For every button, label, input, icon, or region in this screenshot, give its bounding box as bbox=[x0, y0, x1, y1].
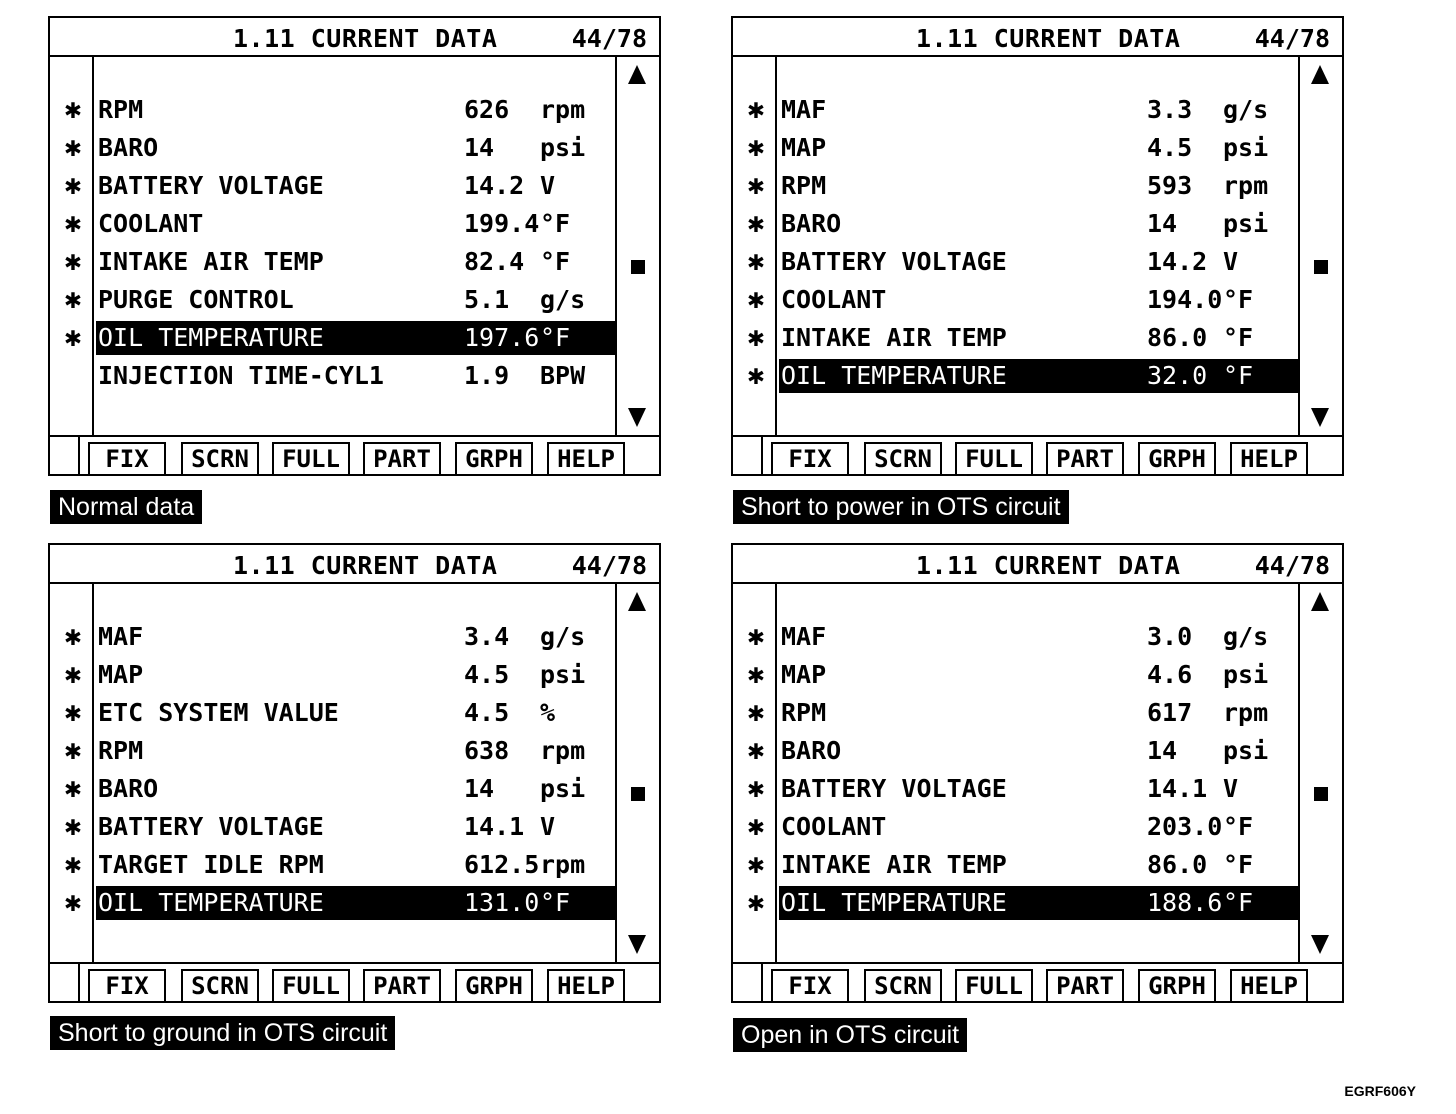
parameter-value: 86.0 bbox=[1147, 850, 1208, 879]
scroll-up-arrow-icon[interactable] bbox=[625, 590, 649, 614]
softkey-bar bbox=[733, 435, 1342, 476]
scroll-thumb[interactable] bbox=[1314, 787, 1328, 801]
data-row[interactable] bbox=[50, 245, 615, 279]
softkey-bar bbox=[50, 962, 659, 1003]
softkey-divider bbox=[761, 964, 763, 1003]
parameter-name: INTAKE AIR TEMP bbox=[781, 850, 1007, 879]
parameter-name: INTAKE AIR TEMP bbox=[98, 247, 324, 276]
data-row[interactable] bbox=[733, 283, 1298, 317]
asterisk-icon: ✱ bbox=[64, 244, 82, 277]
parameter-unit: rpm bbox=[1223, 171, 1269, 200]
data-row[interactable] bbox=[733, 207, 1298, 241]
scroll-thumb[interactable] bbox=[631, 260, 645, 274]
data-row[interactable] bbox=[733, 772, 1298, 806]
parameter-value: 14.2 bbox=[464, 171, 525, 200]
scrollbar-divider bbox=[615, 584, 617, 962]
data-row[interactable] bbox=[50, 131, 615, 165]
data-row[interactable] bbox=[50, 93, 615, 127]
parameter-value: 4.5 bbox=[1147, 133, 1193, 162]
scrollbar-divider bbox=[1298, 57, 1300, 435]
softkey-bar bbox=[733, 962, 1342, 1003]
asterisk-icon: ✱ bbox=[747, 282, 765, 315]
parameter-unit: psi bbox=[540, 660, 586, 689]
parameter-name: MAP bbox=[98, 660, 144, 689]
parameter-unit: psi bbox=[1223, 209, 1269, 238]
data-row[interactable] bbox=[50, 696, 615, 730]
parameter-value: 14.2 bbox=[1147, 247, 1208, 276]
parameter-unit: rpm bbox=[540, 95, 586, 124]
part-button[interactable]: PART bbox=[1046, 442, 1124, 476]
parameter-unit: g/s bbox=[540, 622, 586, 651]
data-row[interactable] bbox=[50, 283, 615, 317]
parameter-value: 3.4 bbox=[464, 622, 510, 651]
help-button[interactable]: HELP bbox=[1230, 442, 1308, 476]
fix-button[interactable]: FIX bbox=[771, 969, 849, 1003]
figure-id: EGRF606Y bbox=[1344, 1083, 1416, 1099]
asterisk-icon: ✱ bbox=[64, 695, 82, 728]
parameter-value: 14 bbox=[1147, 736, 1178, 765]
data-list bbox=[50, 584, 659, 962]
data-row[interactable] bbox=[50, 810, 615, 844]
parameter-name: RPM bbox=[781, 698, 827, 727]
parameter-unit: BPW bbox=[540, 361, 586, 390]
part-button[interactable]: PART bbox=[1046, 969, 1124, 1003]
parameter-value: 4.5 bbox=[464, 660, 510, 689]
asterisk-icon: ✱ bbox=[64, 657, 82, 690]
title-bar bbox=[50, 545, 659, 584]
data-row[interactable] bbox=[733, 321, 1298, 355]
scan-tool-screen bbox=[731, 543, 1344, 1003]
asterisk-icon: ✱ bbox=[747, 358, 765, 391]
asterisk-icon: ✱ bbox=[747, 168, 765, 201]
parameter-name: PURGE CONTROL bbox=[98, 285, 294, 314]
asterisk-icon: ✱ bbox=[64, 809, 82, 842]
parameter-name: COOLANT bbox=[781, 285, 887, 314]
scroll-up-arrow-icon[interactable] bbox=[1308, 63, 1332, 87]
full-button[interactable]: FULL bbox=[272, 442, 350, 476]
parameter-unit: rpm bbox=[1223, 698, 1269, 727]
data-list bbox=[50, 57, 659, 435]
parameter-name: RPM bbox=[98, 736, 144, 765]
caption-open-circuit: Open in OTS circuit bbox=[733, 1018, 967, 1052]
parameter-unit: °F bbox=[1223, 323, 1254, 352]
page-indicator: 44/78 bbox=[1254, 24, 1330, 53]
data-row[interactable] bbox=[733, 696, 1298, 730]
scrn-button[interactable]: SCRN bbox=[864, 442, 942, 476]
data-list bbox=[733, 584, 1342, 962]
asterisk-icon: ✱ bbox=[747, 771, 765, 804]
fix-button[interactable]: FIX bbox=[88, 442, 166, 476]
data-row[interactable] bbox=[733, 131, 1298, 165]
parameter-value: 32.0 bbox=[1147, 361, 1208, 390]
grph-button[interactable]: GRPH bbox=[455, 969, 533, 1003]
screen-title: 1.11 CURRENT DATA bbox=[916, 24, 1181, 53]
fix-button[interactable]: FIX bbox=[88, 969, 166, 1003]
parameter-unit: V bbox=[540, 812, 556, 841]
parameter-value: 86.0 bbox=[1147, 323, 1208, 352]
data-list bbox=[733, 57, 1342, 435]
scrn-button[interactable]: SCRN bbox=[181, 969, 259, 1003]
parameter-unit: °F bbox=[1223, 812, 1254, 841]
fix-button[interactable]: FIX bbox=[771, 442, 849, 476]
parameter-name: INTAKE AIR TEMP bbox=[781, 323, 1007, 352]
parameter-unit: psi bbox=[540, 133, 586, 162]
parameter-name: BARO bbox=[781, 209, 842, 238]
data-row[interactable] bbox=[733, 734, 1298, 768]
parameter-value: 14 bbox=[464, 774, 495, 803]
scan-tool-screen bbox=[731, 16, 1344, 476]
parameter-unit: °F bbox=[1223, 850, 1254, 879]
parameter-value: 203.0 bbox=[1147, 812, 1223, 841]
asterisk-icon: ✱ bbox=[64, 885, 82, 918]
parameter-unit: °F bbox=[1223, 285, 1254, 314]
parameter-name: INJECTION TIME-CYL1 bbox=[98, 361, 384, 390]
scan-tool-screen bbox=[48, 16, 661, 476]
parameter-value: 617 bbox=[1147, 698, 1193, 727]
screen-title: 1.11 CURRENT DATA bbox=[233, 24, 498, 53]
scrollbar-divider bbox=[1298, 584, 1300, 962]
parameter-name: MAF bbox=[781, 622, 827, 651]
asterisk-icon: ✱ bbox=[747, 206, 765, 239]
asterisk-icon: ✱ bbox=[747, 130, 765, 163]
parameter-value: 197.6 bbox=[464, 323, 540, 352]
data-row[interactable] bbox=[733, 93, 1298, 127]
data-row[interactable] bbox=[50, 658, 615, 692]
parameter-value: 4.6 bbox=[1147, 660, 1193, 689]
parameter-value: 638 bbox=[464, 736, 510, 765]
parameter-value: 194.0 bbox=[1147, 285, 1223, 314]
parameter-value: 5.1 bbox=[464, 285, 510, 314]
asterisk-icon: ✱ bbox=[64, 282, 82, 315]
parameter-value: 14 bbox=[1147, 209, 1178, 238]
scan-screen-short-to-power bbox=[731, 16, 1344, 474]
asterisk-icon: ✱ bbox=[747, 244, 765, 277]
page-indicator: 44/78 bbox=[571, 551, 647, 580]
scrn-button[interactable]: SCRN bbox=[181, 442, 259, 476]
asterisk-icon: ✱ bbox=[747, 695, 765, 728]
scroll-down-arrow-icon[interactable] bbox=[625, 405, 649, 429]
parameter-name: TARGET IDLE RPM bbox=[98, 850, 324, 879]
parameter-unit: °F bbox=[540, 247, 571, 276]
parameter-value: 188.6 bbox=[1147, 888, 1223, 917]
data-row[interactable] bbox=[733, 810, 1298, 844]
asterisk-icon: ✱ bbox=[747, 809, 765, 842]
softkey-divider bbox=[78, 964, 80, 1003]
caption-normal-data: Normal data bbox=[50, 490, 202, 524]
data-row[interactable] bbox=[50, 359, 615, 393]
parameter-value: 14 bbox=[464, 133, 495, 162]
grph-button[interactable]: GRPH bbox=[455, 442, 533, 476]
parameter-unit: psi bbox=[1223, 736, 1269, 765]
asterisk-icon: ✱ bbox=[747, 733, 765, 766]
asterisk-icon: ✱ bbox=[64, 619, 82, 652]
parameter-unit: °F bbox=[1223, 361, 1254, 390]
parameter-name: BARO bbox=[98, 774, 159, 803]
scan-screen-short-to-ground bbox=[48, 543, 661, 1001]
data-row[interactable] bbox=[733, 169, 1298, 203]
parameter-name: BATTERY VOLTAGE bbox=[98, 171, 324, 200]
full-button[interactable]: FULL bbox=[272, 969, 350, 1003]
scrn-button[interactable]: SCRN bbox=[864, 969, 942, 1003]
asterisk-icon: ✱ bbox=[747, 619, 765, 652]
asterisk-icon: ✱ bbox=[747, 885, 765, 918]
grph-button[interactable]: GRPH bbox=[1138, 969, 1216, 1003]
scroll-up-arrow-icon[interactable] bbox=[1308, 590, 1332, 614]
title-bar bbox=[50, 18, 659, 57]
scroll-thumb[interactable] bbox=[631, 787, 645, 801]
scroll-down-arrow-icon[interactable] bbox=[625, 932, 649, 956]
parameter-name: ETC SYSTEM VALUE bbox=[98, 698, 339, 727]
asterisk-icon: ✱ bbox=[747, 320, 765, 353]
data-row[interactable] bbox=[50, 169, 615, 203]
asterisk-icon: ✱ bbox=[64, 130, 82, 163]
parameter-name: MAP bbox=[781, 133, 827, 162]
parameter-name: OIL TEMPERATURE bbox=[781, 888, 1007, 917]
parameter-name: COOLANT bbox=[98, 209, 204, 238]
parameter-name: OIL TEMPERATURE bbox=[98, 888, 324, 917]
part-button[interactable]: PART bbox=[363, 442, 441, 476]
parameter-value: 14.1 bbox=[464, 812, 525, 841]
part-button[interactable]: PART bbox=[363, 969, 441, 1003]
parameter-value: 3.3 bbox=[1147, 95, 1193, 124]
data-row[interactable] bbox=[50, 321, 615, 355]
parameter-value: 3.0 bbox=[1147, 622, 1193, 651]
caption-short-to-ground: Short to ground in OTS circuit bbox=[50, 1016, 395, 1050]
parameter-unit: °F bbox=[540, 323, 571, 352]
scan-screen-normal bbox=[48, 16, 661, 474]
parameter-name: RPM bbox=[781, 171, 827, 200]
asterisk-icon: ✱ bbox=[747, 92, 765, 125]
parameter-unit: °F bbox=[1223, 888, 1254, 917]
grph-button[interactable]: GRPH bbox=[1138, 442, 1216, 476]
parameter-unit: g/s bbox=[1223, 95, 1269, 124]
asterisk-icon: ✱ bbox=[64, 206, 82, 239]
asterisk-icon: ✱ bbox=[747, 847, 765, 880]
parameter-unit: g/s bbox=[1223, 622, 1269, 651]
asterisk-icon: ✱ bbox=[64, 847, 82, 880]
data-row[interactable] bbox=[50, 734, 615, 768]
parameter-name: MAP bbox=[781, 660, 827, 689]
screen-title: 1.11 CURRENT DATA bbox=[233, 551, 498, 580]
help-button[interactable]: HELP bbox=[1230, 969, 1308, 1003]
parameter-value: 199.4 bbox=[464, 209, 540, 238]
softkey-bar bbox=[50, 435, 659, 476]
parameter-value: 131.0 bbox=[464, 888, 540, 917]
parameter-unit: rpm bbox=[540, 850, 586, 879]
asterisk-icon: ✱ bbox=[64, 733, 82, 766]
scroll-up-arrow-icon[interactable] bbox=[625, 63, 649, 87]
data-row[interactable] bbox=[733, 886, 1298, 920]
scroll-down-arrow-icon[interactable] bbox=[1308, 932, 1332, 956]
parameter-unit: V bbox=[1223, 774, 1239, 803]
parameter-name: COOLANT bbox=[781, 812, 887, 841]
title-bar bbox=[733, 18, 1342, 57]
parameter-name: BATTERY VOLTAGE bbox=[781, 774, 1007, 803]
scan-tool-screen bbox=[48, 543, 661, 1003]
parameter-unit: °F bbox=[540, 888, 571, 917]
parameter-unit: g/s bbox=[540, 285, 586, 314]
parameter-name: BATTERY VOLTAGE bbox=[98, 812, 324, 841]
parameter-value: 14.1 bbox=[1147, 774, 1208, 803]
parameter-unit: rpm bbox=[540, 736, 586, 765]
data-row[interactable] bbox=[50, 886, 615, 920]
page-indicator: 44/78 bbox=[571, 24, 647, 53]
caption-short-to-power: Short to power in OTS circuit bbox=[733, 490, 1069, 524]
parameter-unit: °F bbox=[540, 209, 571, 238]
parameter-value: 593 bbox=[1147, 171, 1193, 200]
full-button[interactable]: FULL bbox=[955, 442, 1033, 476]
softkey-divider bbox=[761, 437, 763, 476]
data-row[interactable] bbox=[733, 848, 1298, 882]
parameter-name: BATTERY VOLTAGE bbox=[781, 247, 1007, 276]
parameter-name: RPM bbox=[98, 95, 144, 124]
full-button[interactable]: FULL bbox=[955, 969, 1033, 1003]
parameter-name: OIL TEMPERATURE bbox=[98, 323, 324, 352]
parameter-value: 612.5 bbox=[464, 850, 540, 879]
asterisk-icon: ✱ bbox=[747, 657, 765, 690]
asterisk-icon: ✱ bbox=[64, 168, 82, 201]
screen-title: 1.11 CURRENT DATA bbox=[916, 551, 1181, 580]
asterisk-icon: ✱ bbox=[64, 771, 82, 804]
parameter-value: 626 bbox=[464, 95, 510, 124]
parameter-name: OIL TEMPERATURE bbox=[781, 361, 1007, 390]
page-indicator: 44/78 bbox=[1254, 551, 1330, 580]
softkey-divider bbox=[78, 437, 80, 476]
parameter-name: MAF bbox=[98, 622, 144, 651]
parameter-unit: V bbox=[1223, 247, 1239, 276]
parameter-unit: % bbox=[540, 698, 556, 727]
help-button[interactable]: HELP bbox=[547, 969, 625, 1003]
asterisk-icon: ✱ bbox=[64, 320, 82, 353]
asterisk-icon: ✱ bbox=[64, 92, 82, 125]
parameter-value: 4.5 bbox=[464, 698, 510, 727]
parameter-value: 1.9 bbox=[464, 361, 510, 390]
help-button[interactable]: HELP bbox=[547, 442, 625, 476]
scroll-down-arrow-icon[interactable] bbox=[1308, 405, 1332, 429]
data-row[interactable] bbox=[50, 620, 615, 654]
scrollbar-divider bbox=[615, 57, 617, 435]
data-row[interactable] bbox=[50, 207, 615, 241]
data-row[interactable] bbox=[50, 772, 615, 806]
parameter-name: BARO bbox=[98, 133, 159, 162]
parameter-value: 82.4 bbox=[464, 247, 525, 276]
title-bar bbox=[733, 545, 1342, 584]
data-row[interactable] bbox=[733, 245, 1298, 279]
data-row[interactable] bbox=[50, 848, 615, 882]
parameter-unit: psi bbox=[1223, 133, 1269, 162]
data-row[interactable] bbox=[733, 620, 1298, 654]
parameter-name: BARO bbox=[781, 736, 842, 765]
scroll-thumb[interactable] bbox=[1314, 260, 1328, 274]
parameter-unit: psi bbox=[540, 774, 586, 803]
parameter-name: MAF bbox=[781, 95, 827, 124]
data-row[interactable] bbox=[733, 359, 1298, 393]
parameter-unit: psi bbox=[1223, 660, 1269, 689]
scan-screen-open-circuit bbox=[731, 543, 1344, 1001]
data-row[interactable] bbox=[733, 658, 1298, 692]
parameter-unit: V bbox=[540, 171, 556, 200]
